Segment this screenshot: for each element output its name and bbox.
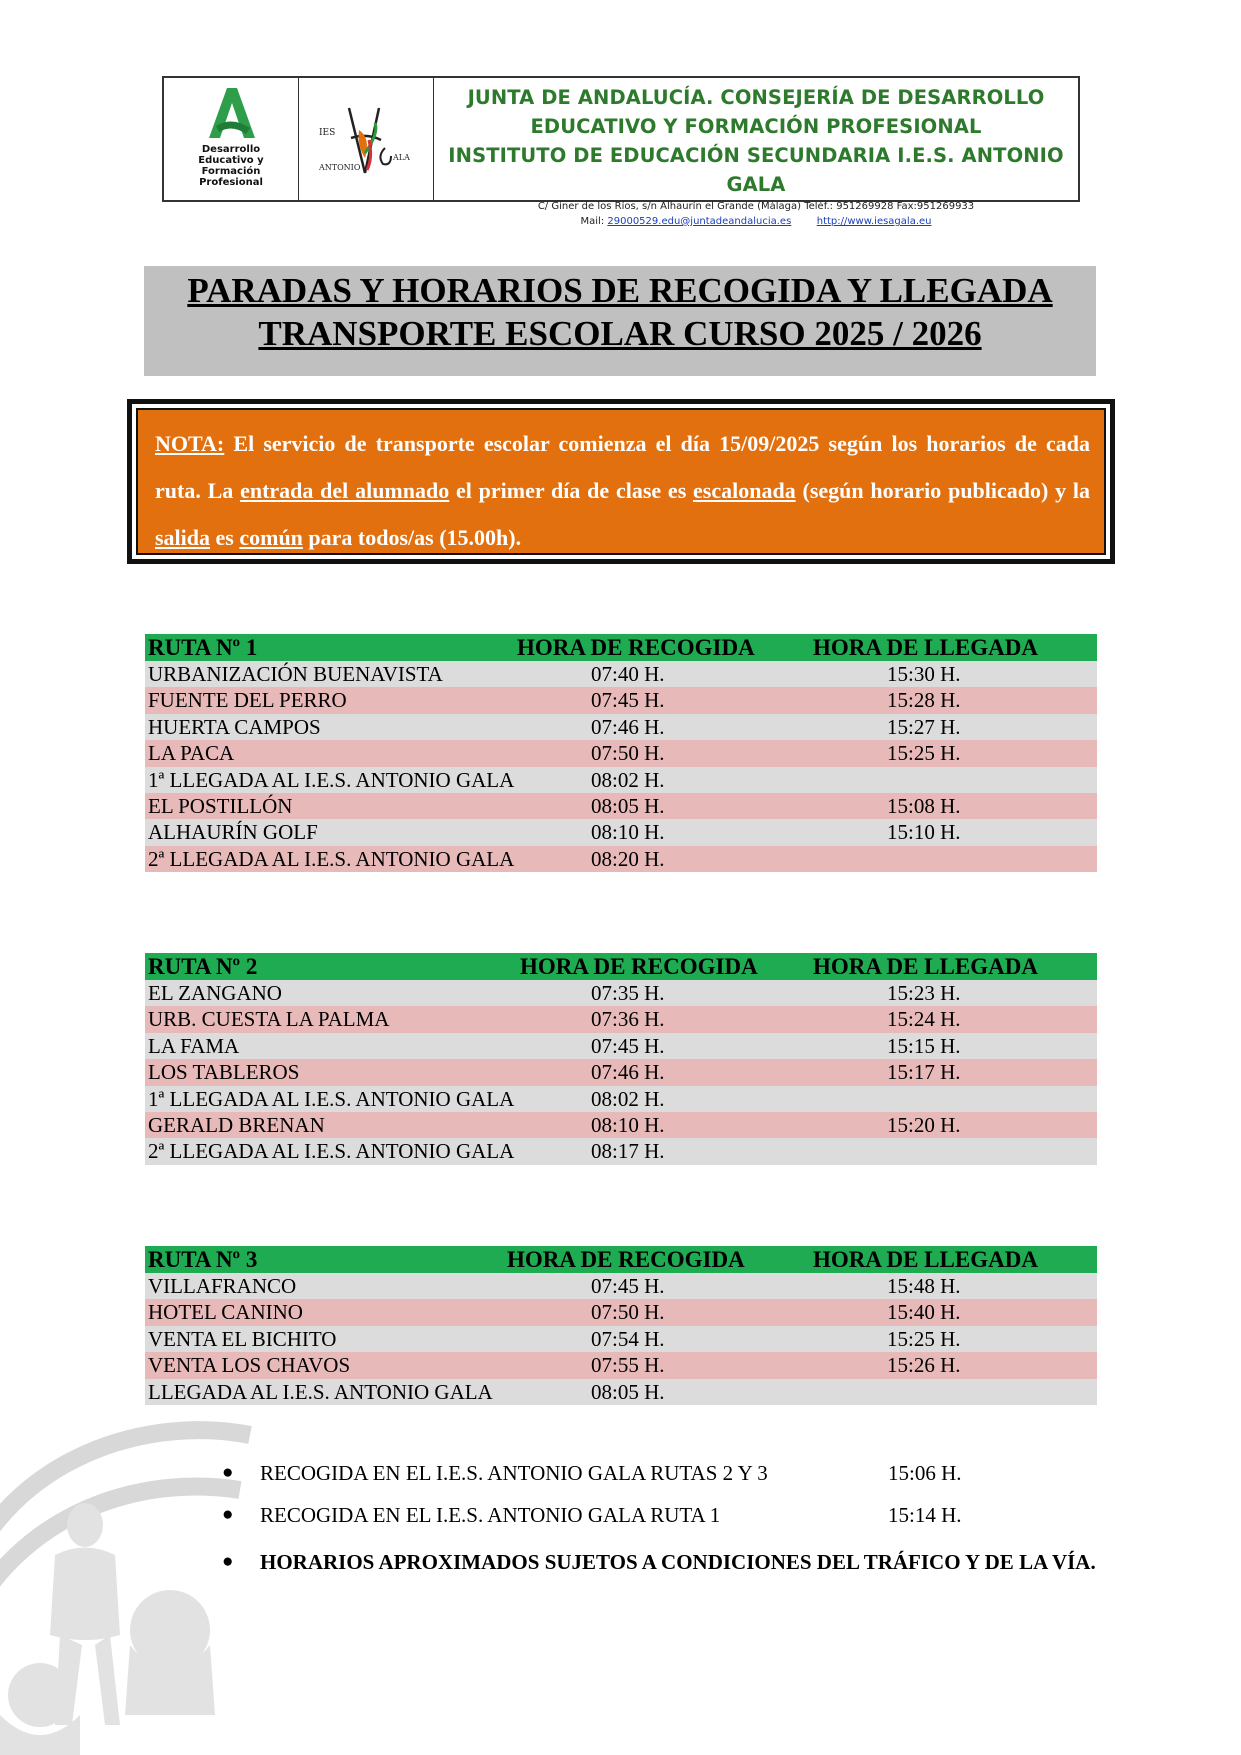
letterhead-line-2: EDUCATIVO Y FORMACIÓN PROFESIONAL: [530, 115, 982, 138]
note-frame: [127, 399, 1115, 564]
note-underline-escalonada: escalonada: [693, 478, 796, 503]
arrival-time: 15:27 H.: [887, 714, 961, 739]
stop-name: FUENTE DEL PERRO: [148, 688, 347, 713]
stop-name: 2ª LLEGADA AL I.E.S. ANTONIO GALA: [148, 1139, 515, 1164]
pickup-time: 08:02 H.: [591, 767, 665, 792]
arrival-time: 15:23 H.: [887, 981, 961, 1005]
route-3-table: [145, 1246, 1097, 1405]
notes-list: [222, 1458, 1102, 1582]
route-1-table: [145, 634, 1097, 872]
pickup-time: 07:46 H.: [591, 714, 665, 739]
bullet-time: 15:14 H.: [888, 1503, 962, 1527]
mail-label: Mail:: [580, 216, 608, 227]
stop-name: HUERTA CAMPOS: [148, 714, 321, 739]
note-text-4: es: [210, 525, 240, 550]
note-text-5: para todos/as (15.00h).: [302, 525, 522, 550]
pickup-time: 07:50 H.: [591, 1300, 665, 1325]
pickup-header: HORA DE RECOGIDA: [507, 1247, 745, 1272]
stop-name: VILLAFRANCO: [148, 1274, 297, 1298]
note-underline-salida: salida: [155, 525, 211, 550]
table-row: [145, 1326, 1097, 1352]
bullet-text: HORARIOS APROXIMADOS SUJETOS A CONDICIONES DEL TRÁFICO Y DE LA VÍA.: [260, 1550, 1096, 1574]
stop-name: 1ª LLEGADA AL I.E.S. ANTONIO GALA: [148, 767, 515, 792]
bullet-time: 15:06 H.: [888, 1461, 962, 1485]
letterhead-address: C/ Giner de los Ríos, s/n Alhaurín el Grande (Málaga) Teléf.: 951269928 Fax:951269933: [537, 201, 975, 212]
junta-caption: Desarrollo Educativo y Formación Profesional: [198, 144, 264, 188]
route-name: RUTA Nº 2: [148, 954, 258, 979]
table-row: [145, 687, 1097, 713]
svg-text:IES: IES: [319, 128, 336, 138]
stop-name: URB. CUESTA LA PALMA: [148, 1007, 390, 1032]
arrival-time: 15:25 H.: [887, 741, 961, 766]
route-header: [145, 1246, 1097, 1273]
arrival-time: 15:25 H.: [887, 1326, 961, 1351]
table-row: [145, 1273, 1097, 1299]
arrival-time: 15:26 H.: [887, 1353, 961, 1378]
pickup-header: HORA DE RECOGIDA: [517, 635, 755, 660]
stop-name: 2ª LLEGADA AL I.E.S. ANTONIO GALA: [148, 846, 515, 871]
arrival-time: 15:48 H.: [887, 1274, 961, 1298]
table-row: [145, 846, 1097, 872]
website-link[interactable]: http://www.iesagala.eu: [816, 216, 932, 227]
note-underline-comun: común: [239, 525, 303, 550]
table-row: [145, 661, 1097, 687]
letterhead-line-1: JUNTA DE ANDALUCÍA. CONSEJERÍA DE DESARROLLO: [467, 86, 1045, 109]
svg-text:ALA: ALA: [393, 153, 410, 162]
junta-andalucia-logo: [164, 78, 299, 200]
arrival-time: 15:15 H.: [887, 1033, 961, 1058]
list-item: [222, 1542, 1102, 1582]
table-row: [145, 767, 1097, 793]
pickup-time: 07:45 H.: [591, 1033, 665, 1058]
table-row: [145, 1112, 1097, 1138]
pickup-time: 08:05 H.: [591, 793, 665, 818]
table-row: [145, 1086, 1097, 1112]
stop-name: LA FAMA: [148, 1033, 240, 1058]
note-text-2: el primer día de clase es: [449, 478, 694, 503]
stop-name: LLEGADA AL I.E.S. ANTONIO GALA: [148, 1379, 493, 1404]
note-box: [136, 408, 1106, 555]
mail-link[interactable]: 29000529.edu@juntadeandalucia.es: [607, 216, 792, 227]
stop-name: VENTA LOS CHAVOS: [148, 1353, 351, 1378]
note-label: NOTA:: [155, 431, 225, 456]
table-row: [145, 1059, 1097, 1085]
pickup-time: 08:02 H.: [591, 1086, 665, 1111]
arrival-time: 15:24 H.: [887, 1007, 961, 1032]
pickup-time: 07:54 H.: [591, 1326, 665, 1351]
list-item: [222, 1500, 1102, 1542]
table-row: [145, 1352, 1097, 1378]
arrival-time: 15:28 H.: [887, 688, 961, 713]
table-row: [145, 740, 1097, 766]
pickup-time: 08:17 H.: [591, 1139, 665, 1164]
pickup-time: 08:05 H.: [591, 1379, 665, 1404]
pickup-time: 08:10 H.: [591, 820, 665, 845]
bullet-text: RECOGIDA EN EL I.E.S. ANTONIO GALA RUTA 1: [260, 1503, 721, 1527]
pickup-time: 08:10 H.: [591, 1112, 665, 1137]
stop-name: EL POSTILLÓN: [148, 793, 293, 818]
letterhead-text: [434, 78, 1078, 227]
pickup-time: 07:46 H.: [591, 1060, 665, 1085]
pickup-time: 07:50 H.: [591, 741, 665, 766]
arrival-time: 15:08 H.: [887, 793, 961, 818]
letterhead: [162, 76, 1080, 227]
table-row: [145, 793, 1097, 819]
pickup-time: 07:40 H.: [591, 662, 665, 686]
table-row: [145, 819, 1097, 845]
bullet-icon: ●: [222, 1504, 234, 1525]
note-text-1: El servicio de transporte escolar comienza el día 15/09/2025 según los horarios de cada ruta. La: [155, 431, 1090, 503]
page-title: [144, 266, 1096, 376]
table-row: [145, 1138, 1097, 1164]
bullet-icon: ●: [222, 1551, 234, 1572]
junta-andalucia-a-icon: [164, 78, 298, 144]
stop-name: EL ZANGANO: [148, 981, 282, 1005]
pickup-time: 08:20 H.: [591, 846, 665, 871]
stop-name: 1ª LLEGADA AL I.E.S. ANTONIO GALA: [148, 1086, 515, 1111]
arrival-time: 15:10 H.: [887, 820, 961, 845]
stop-name: GERALD BRENAN: [148, 1112, 325, 1137]
note-underline-entrada: entrada del alumnado: [240, 478, 450, 503]
arrival-time: 15:17 H.: [887, 1060, 961, 1085]
arrival-header: HORA DE LLEGADA: [813, 635, 1038, 660]
stop-name: URBANIZACIÓN BUENAVISTA: [148, 662, 443, 686]
stop-name: VENTA EL BICHITO: [148, 1326, 337, 1351]
table-row: [145, 1006, 1097, 1032]
arrival-time: 15:20 H.: [887, 1112, 961, 1137]
bullet-text: RECOGIDA EN EL I.E.S. ANTONIO GALA RUTAS 2 Y 3: [260, 1461, 768, 1485]
ies-antonio-gala-logo: [299, 78, 434, 200]
arrival-header: HORA DE LLEGADA: [813, 1247, 1038, 1272]
pickup-time: 07:45 H.: [591, 688, 665, 713]
title-line-2: TRANSPORTE ESCOLAR CURSO 2025 / 2026: [258, 314, 982, 353]
table-row: [145, 980, 1097, 1006]
stop-name: LA PACA: [148, 741, 235, 766]
pickup-time: 07:45 H.: [591, 1274, 665, 1298]
arrival-header: HORA DE LLEGADA: [813, 954, 1038, 979]
title-line-1: PARADAS Y HORARIOS DE RECOGIDA Y LLEGADA: [187, 271, 1053, 310]
table-row: [145, 1379, 1097, 1405]
pickup-header: HORA DE RECOGIDA: [520, 954, 758, 979]
stop-name: HOTEL CANINO: [148, 1300, 303, 1325]
route-header: [145, 953, 1097, 980]
school-logo-icon: [299, 78, 433, 200]
pickup-time: 07:55 H.: [591, 1353, 665, 1378]
table-row: [145, 1033, 1097, 1059]
letterhead-line-3: INSTITUTO DE EDUCACIÓN SECUNDARIA I.E.S. ANTONIO GALA: [448, 144, 1064, 196]
arrival-time: 15:30 H.: [887, 662, 961, 686]
list-item: [222, 1458, 1102, 1500]
table-row: [145, 1299, 1097, 1325]
pickup-time: 07:35 H.: [591, 981, 665, 1005]
arrival-time: 15:40 H.: [887, 1300, 961, 1325]
svg-text:ANTONIO: ANTONIO: [319, 163, 361, 172]
route-name: RUTA Nº 3: [148, 1247, 258, 1272]
route-header: [145, 634, 1097, 661]
letterhead-contact: [434, 214, 1078, 229]
stop-name: LOS TABLEROS: [148, 1060, 300, 1085]
andalucia-coat-of-arms-watermark: [0, 1395, 260, 1755]
note-text-3: (según horario publicado) y la: [795, 478, 1091, 503]
stop-name: ALHAURÍN GOLF: [148, 820, 318, 845]
route-name: RUTA Nº 1: [148, 635, 258, 660]
bullet-icon: ●: [222, 1462, 234, 1483]
pickup-time: 07:36 H.: [591, 1007, 665, 1032]
route-2-table: [145, 953, 1097, 1165]
table-row: [145, 714, 1097, 740]
